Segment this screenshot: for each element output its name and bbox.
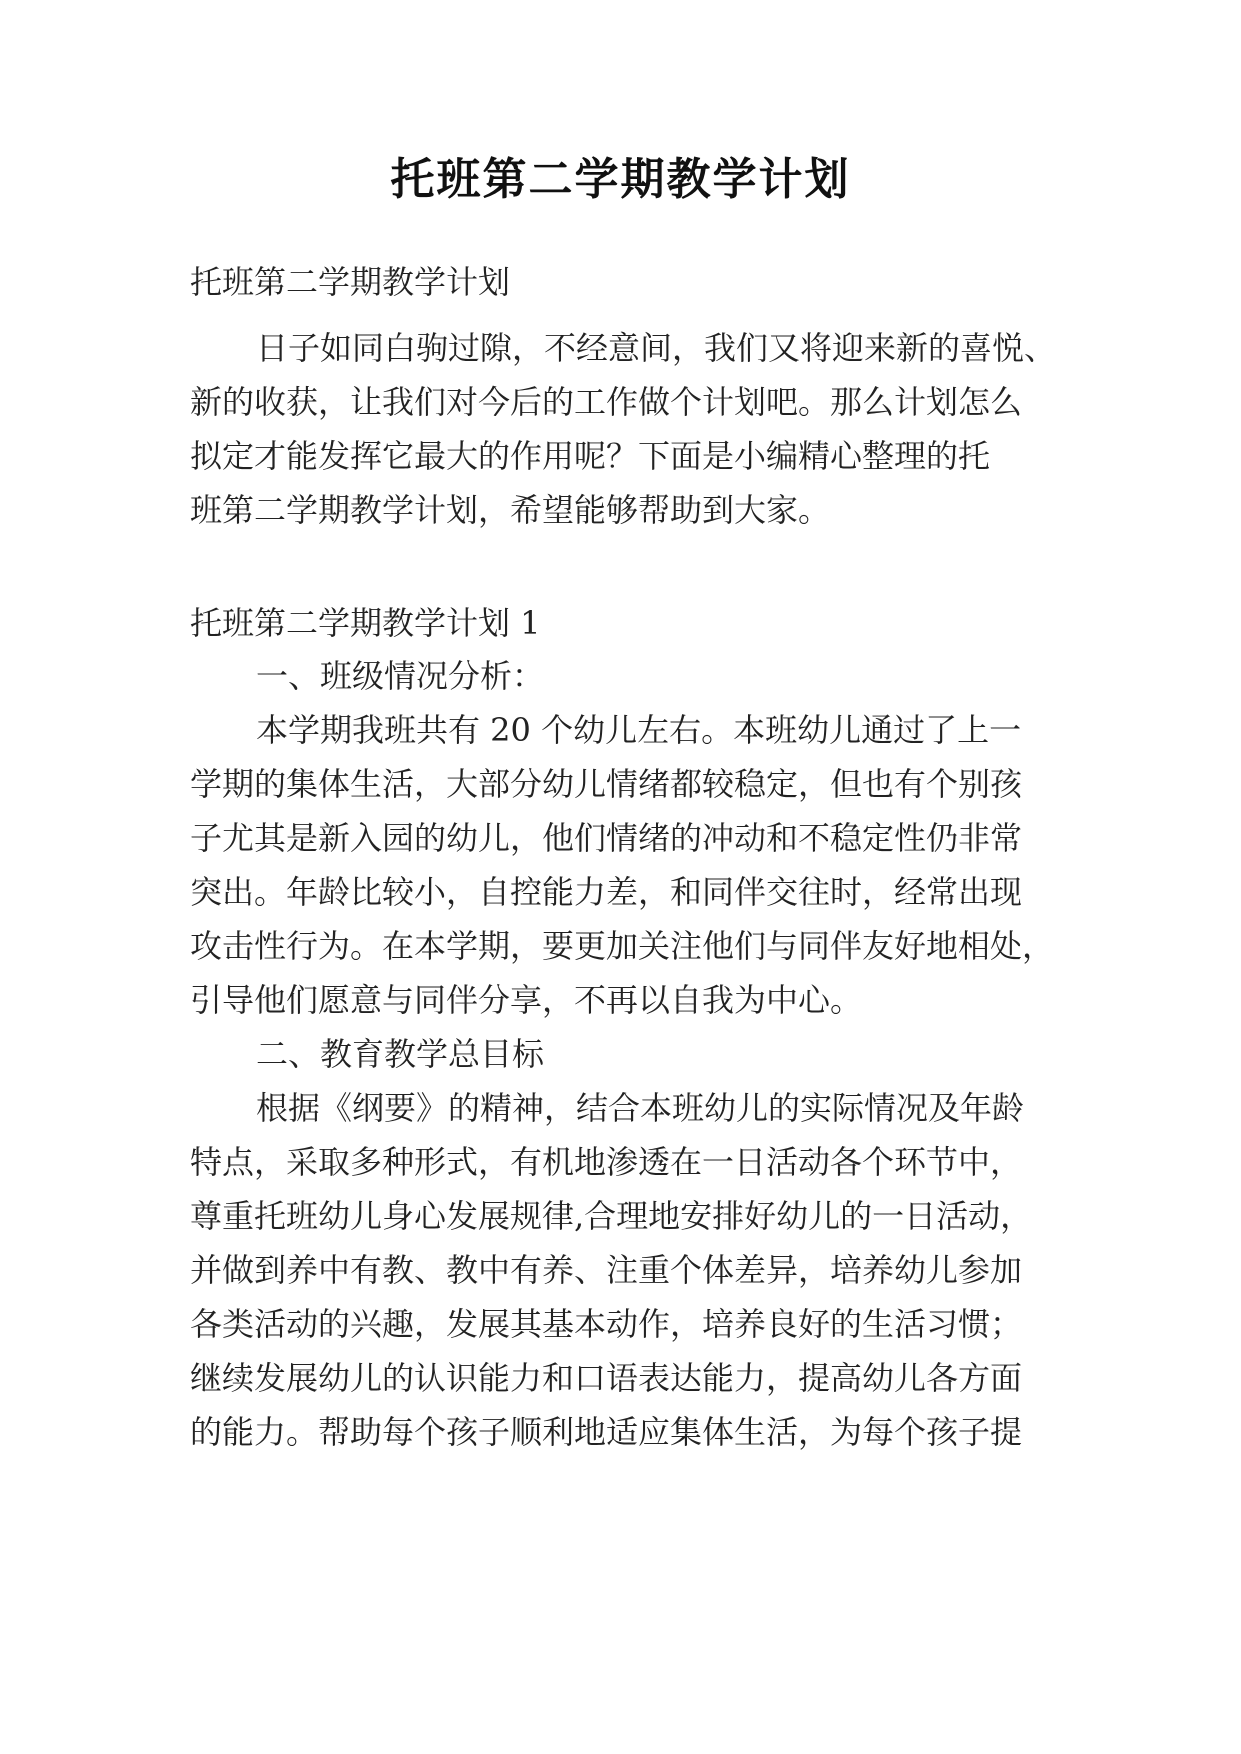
text-line: 学期的集体生活，大部分幼儿情绪都较稳定，但也有个别孩 (190, 765, 1023, 803)
text-line: 拟定才能发挥它最大的作用呢？下面是小编精心整理的托 (190, 437, 991, 475)
text-line: 各类活动的兴趣，发展其基本动作，培养良好的生活习惯； (190, 1305, 1023, 1343)
text-line: 突出。年龄比较小，自控能力差，和同伴交往时，经常出现 (190, 873, 1023, 911)
text-line: 一、班级情况分析： (256, 657, 545, 695)
text-line: 托班第二学期教学计划 1 (190, 604, 541, 642)
text-line: 特点，采取多种形式，有机地渗透在一日活动各个环节中， (190, 1143, 1023, 1181)
text-line: 继续发展幼儿的认识能力和口语表达能力，提高幼儿各方面 (190, 1359, 1023, 1397)
text-line: 本学期我班共有 20 个幼儿左右。本班幼儿通过了上一 (256, 711, 1022, 749)
text-line: 的能力。帮助每个孩子顺利地适应集体生活，为每个孩子提 (190, 1413, 1023, 1451)
text-line: 尊重托班幼儿身心发展规律,合理地安排好幼儿的一日活动， (190, 1197, 1033, 1235)
text-line: 日子如同白驹过隙，不经意间，我们又将迎来新的喜悦、 (256, 329, 1057, 367)
text-line: 托班第二学期教学计划 (190, 263, 511, 301)
text-line: 并做到养中有教、教中有养、注重个体差异，培养幼儿参加 (190, 1251, 1023, 1289)
text-line: 根据《纲要》的精神，结合本班幼儿的实际情况及年龄 (256, 1089, 1025, 1127)
document-title: 托班第二学期教学计划 (390, 154, 851, 205)
text-line: 新的收获，让我们对今后的工作做个计划吧。那么计划怎么 (190, 383, 1023, 421)
text-line: 班第二学期教学计划，希望能够帮助到大家。 (190, 491, 831, 529)
text-line: 引导他们愿意与同伴分享，不再以自我为中心。 (190, 981, 863, 1019)
text-line: 二、教育教学总目标 (256, 1035, 545, 1073)
text-line: 子尤其是新入园的幼儿，他们情绪的冲动和不稳定性仍非常 (190, 819, 1023, 857)
text-line: 攻击性行为。在本学期，要更加关注他们与同伴友好地相处， (190, 927, 1055, 965)
